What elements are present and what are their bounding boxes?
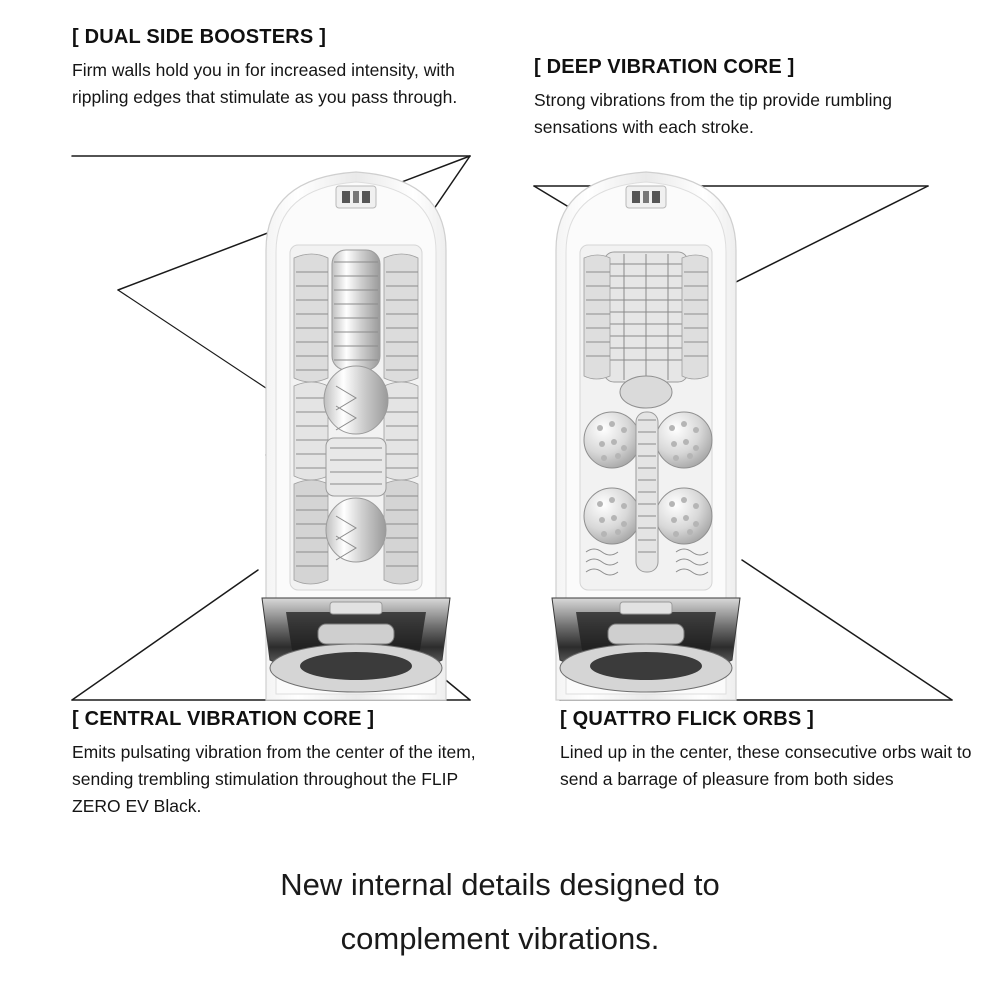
callout-deep-vibration-core	[534, 56, 954, 141]
device-right-illustration	[552, 172, 740, 700]
leader-deep-2	[700, 186, 928, 300]
leader-quattro-2	[742, 560, 952, 700]
quattro-flick-orbs-shape	[584, 412, 712, 572]
callout-body: Emits pulsating vibration from the center of the item, sending trembling stimulation throughout the FLIP ZERO EV Black.	[72, 742, 476, 817]
callout-quattro-flick-orbs	[560, 708, 980, 793]
deep-core-shape	[604, 252, 688, 408]
callout-central-vibration-core	[72, 708, 502, 820]
leader-deep-1	[534, 186, 640, 250]
device-left-illustration	[262, 172, 450, 700]
callout-body: Lined up in the center, these consecutive orbs wait to send a barrage of pleasure from both sides	[560, 742, 972, 790]
callout-dual-side-boosters	[72, 26, 472, 111]
leader-dual-2	[266, 156, 470, 455]
callout-body: Firm walls hold you in for increased intensity, with rippling edges that stimulate as you pass through.	[72, 60, 458, 108]
leader-central-2	[300, 560, 470, 700]
leader-quattro-1	[560, 600, 600, 700]
callout-title: [ DUAL SIDE BOOSTERS ]	[72, 26, 327, 48]
callout-title: [ DEEP VIBRATION CORE ]	[534, 56, 795, 78]
callout-body: Strong vibrations from the tip provide rumbling sensations with each stroke.	[534, 90, 892, 138]
tagline-line-1: New internal details designed to	[280, 867, 720, 902]
leader-dual-3	[118, 290, 284, 400]
tagline	[0, 858, 1000, 967]
callout-title: [ QUATTRO FLICK ORBS ]	[560, 708, 814, 730]
callout-title: [ CENTRAL VIBRATION CORE ]	[72, 708, 375, 730]
leader-central-1	[72, 570, 258, 700]
leader-dual-1	[118, 156, 470, 290]
tagline-line-2: complement vibrations.	[340, 921, 660, 957]
central-core-shape	[324, 250, 388, 562]
